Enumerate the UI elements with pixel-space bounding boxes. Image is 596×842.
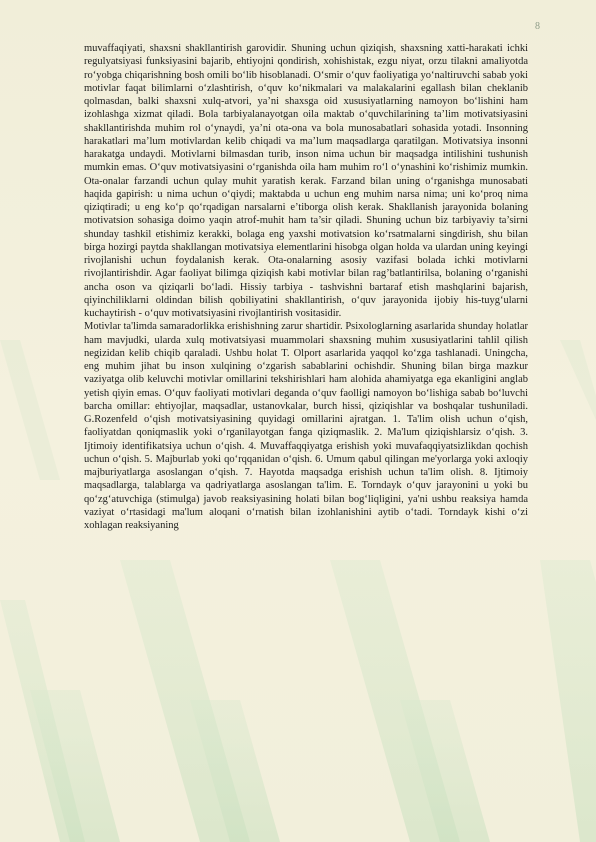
body-text xyxy=(84,42,528,532)
paragraph-2: Motivlar ta'limda samaradorlikka erishishning zarur shartidir. Psixologlarning asarlarida shunday holatlar ham mavjudki, ularda xulq motivatsiyasi muammolari shaxsning muhim xususiyatlarini tahlil qilish negizidan kelib chiqib qaraladi. Ushbu holat T. Olport asarlarida yaqqol ko‘zga tashlanadi. Uningcha, eng muhim jihat bu inson xulqining o‘zgarish sabablarini ochishdir. Shuning bilan birga mazkur vaziyatga olib keluvchi motivlar omillarini tekshirishlari ham alohida ahamiyatga ega ekanligini anglab yetish qiyin emas. O‘quv faoliyati motivlari deganda o‘quv faolligi namoyon bo‘lishiga sabab bo‘luvchi barcha omillar: ehtiyojlar, maqsadlar, ustanovkalar, burch hissi, qiziqishlar va boshqalar tushuniladi. G.Rozenfeld o‘qish motivatsiyasining quyidagi omillarini ajratgan. 1. Ta'lim olish uchun o‘qish, faoliyatdan qoniqmaslik yoki o‘rganilayotgan fanga qiziqmaslik. 2. Ma'lum qiziqishlarsiz o‘qish. 3. Ijtimoiy identifikatsiya uchun o‘qish. 4. Muvaffaqqiyatga erishish yoki muvafaqqiyatsizlikdan qochish uchun o‘qish. 5. Majburlab yoki qo‘rqqanidan o‘qish. 6. Umum qabul qilingan me'yorlarga yoki axloqiy majburiyatlarga asoslangan o‘qish. 7. Hayotda maqsadga erishish uchun ta'lim olish. 8. Ijtimoiy maqsadlarga, talablarga va qadriyatlarga asoslangan ta'lim. E. Torndayk o‘quv jarayonini u yoki bu qo‘zg‘atuvchiga (stimulga) javob reaksiyasining holati bilan bog‘liqligini, ya'ni ushbu reaksiya hamda vaziyat o‘rtasidagi ma'lum aloqani o‘rnatish bilan izohlanishini aytib o‘tadi. Torndayk kishi o‘zi xohlagan reaksiyaning xyxy=(84,321,528,531)
paragraph-1: muvaffaqiyati, shaxsni shakllantirish garovidir. Shuning uchun qiziqish, shaxsning xatti-harakati ichki regulyatsiyasi funksiyasini bajarib, ehtiyojni qondirish, xohishistak, ezgu niyat, orzu tilakni amaliyotda ro‘yobga chiqarishning bosh omili bo‘lib hisoblanadi. O‘smir o‘quv faoliyatiga yo‘naltiruvchi sabab yoki motivlar faqat bilimlarni o‘zlashtirish, o‘quv ko‘nikmalari va malakalarini egallash bilan cheklanib qolmasdan, balki shaxsni xulq-atvori, ya’ni shaxsga oid xususiyatlarning namoyon bo‘lishini ham izohlashga xizmat qiladi. Bola tarbiyalanayotgan oila maktab o‘quvchilarining ta’lim motivatsiyasini shakllantirishda muhim rol o‘ynaydi, ya’ni ota-ona va bola munosabatlari sohasida yotadi. Insonning harakatlari ma’lum motivlardan kelib chiqadi va ma’lum maqsadlarga qaratilgan. Motivatsiya insonni harakatga undaydi. Motivlarni bilmasdan turib, inson nima uchun bir maqsadga intilishini tushunish mumkin emas. O‘quv motivatsiyasini o‘rganishda oila ham muhim ro‘l o‘ynashini ko‘rishimiz mumkin. Ota-onalar farzandi uchun qulay muhit yaratish kerak. Farzand bilan uning o‘rganishga munosabati haqida gapirish: u nima uchun o‘qiydi; maktabda u uchun eng muhim narsa nima; uni ko‘proq nima qiziqtiradi; u eng ko‘p qo‘rqadigan narsalarni e’tiborga olish kerak. Shakllanish jarayonida bolaning motivatsion sohasiga doimo yaqin atrof-muhit ham ta’sir qiladi. Shuning uchun biz tarbiyaviy ta’sirni shunday tashkil etishimiz kerakki, bolaga eng yaxshi motivatsion ko‘rsatmalarni singdirish, shu bilan birga hozirgi paytda shakllangan motivatsiya elementlarini hisobga olgan holda va ulardan uning keyingi rivojlanishi uchun foydalanish kerak. Ota-onalarning asosiy vazifasi bolada ichki motivlarni rivojlantirishdir. Agar faoliyat bilimga qiziqish kabi motivlar bilan rag’batlantirilsa, bolaning o‘rganishi ancha oson va qiziqarli bo‘ladi. Hissiy tarbiya - tashvishni bartaraf etish mashqlarini bajarish, qiyinchiliklarni oldindan bilish qobiliyatini shakllantirish, o‘quv jarayonida ijobiy his-tuyg‘ularni kuchaytirish - o‘quv motivatsiyasini rivojlantirish vositasidir. xyxy=(84,43,528,319)
page-number: 8 xyxy=(535,21,540,32)
